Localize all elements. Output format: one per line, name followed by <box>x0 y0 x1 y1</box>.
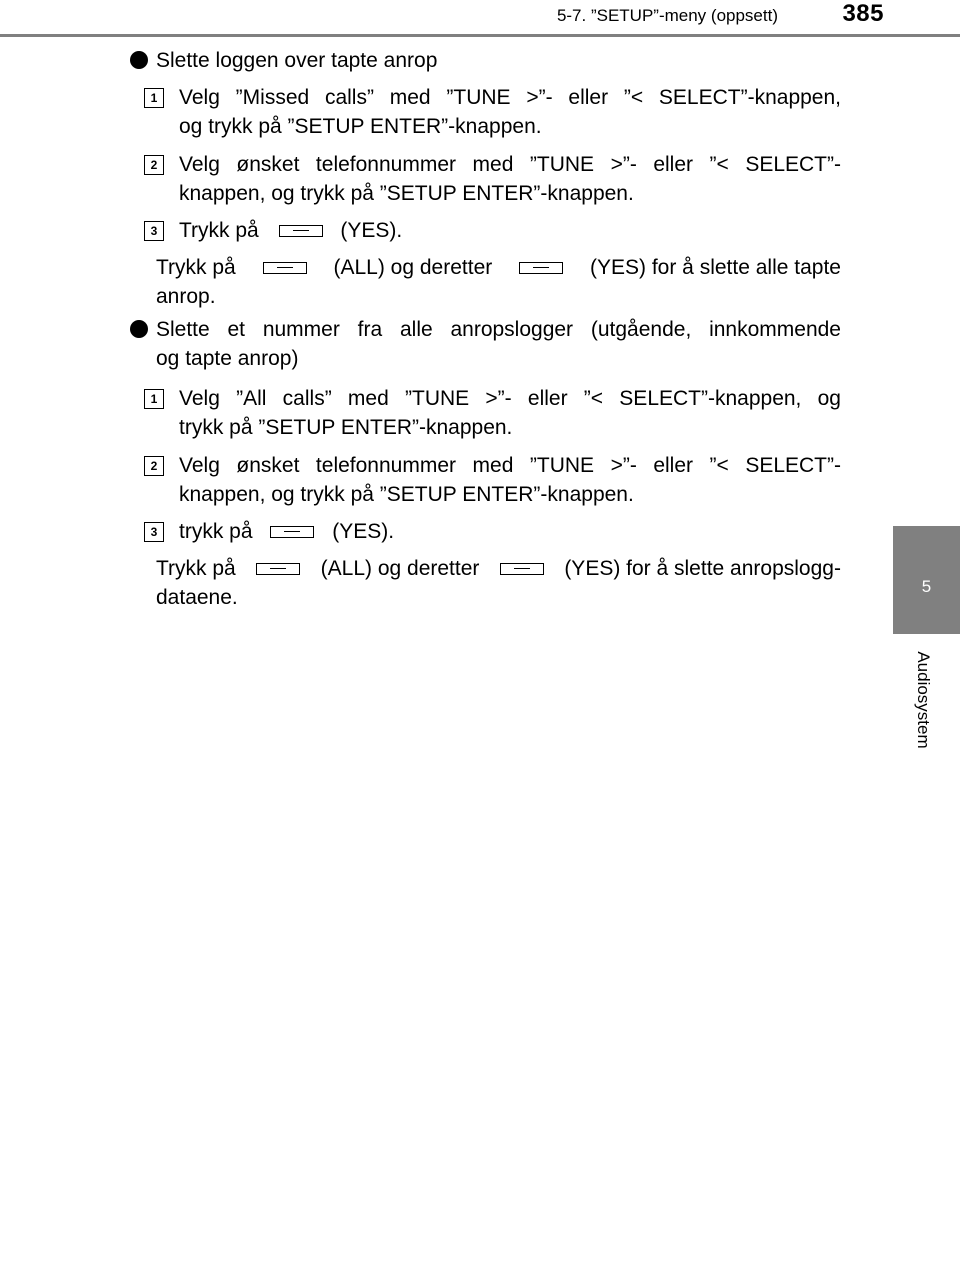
step-number-badge: 3 <box>144 221 164 241</box>
step-text: og trykk på ”SETUP ENTER”-knappen. <box>179 115 542 138</box>
step-text <box>179 216 402 245</box>
chapter-label: Audiosystem <box>914 651 933 749</box>
chapter-tab <box>893 526 960 634</box>
section-heading: og tapte anrop) <box>156 347 299 370</box>
step-text: Velg ”All calls” med ”TUNE >”- eller ”< SELECT”-knappen, og <box>179 387 841 410</box>
steering-switch-button-icon <box>500 561 544 577</box>
note-text: dataene. <box>156 586 238 609</box>
step-number-badge: 1 <box>144 88 164 108</box>
page-number: 385 <box>842 0 884 27</box>
step-number-badge: 1 <box>144 389 164 409</box>
section-heading: Slette loggen over tapte anrop <box>156 49 438 72</box>
step-text-after: (YES). <box>332 520 395 543</box>
step-text: Velg ”Missed calls” med ”TUNE >”- eller ”< SELECT”-knappen, <box>179 86 841 109</box>
note-part: (ALL) og deretter <box>320 557 480 580</box>
steering-switch-button-icon <box>270 524 314 540</box>
step-number-badge: 3 <box>144 522 164 542</box>
bullet-icon <box>130 320 148 338</box>
steering-switch-button-icon <box>263 260 307 276</box>
note-text <box>156 253 841 282</box>
section-title: 5-7. ”SETUP”-meny (oppsett) <box>556 6 778 25</box>
step-text: Velg ønsket telefonnummer med ”TUNE >”- eller ”< SELECT”- <box>179 153 841 176</box>
step-text-before: trykk på <box>179 520 253 543</box>
step-text: knappen, og trykk på ”SETUP ENTER”-knappen. <box>179 182 634 205</box>
steering-switch-button-icon <box>279 223 323 239</box>
step-text-after: (YES). <box>340 219 403 242</box>
bullet-icon <box>130 51 148 69</box>
step-number-badge: 2 <box>144 456 164 476</box>
chapter-number: 5 <box>921 577 932 596</box>
step-text: knappen, og trykk på ”SETUP ENTER”-knappen. <box>179 483 634 506</box>
step-number-badge: 2 <box>144 155 164 175</box>
note-text <box>156 554 841 583</box>
note-part: Trykk på <box>156 256 236 279</box>
steering-switch-button-icon <box>256 561 300 577</box>
note-part: Trykk på <box>156 557 236 580</box>
note-part: (YES) for å slette anropslogg- <box>564 557 841 580</box>
header-rule <box>0 34 960 37</box>
steering-switch-button-icon <box>519 260 563 276</box>
step-text <box>179 517 394 546</box>
step-text: trykk på ”SETUP ENTER”-knappen. <box>179 416 513 439</box>
step-text-before: Trykk på <box>179 219 259 242</box>
note-text: anrop. <box>156 285 216 308</box>
section-heading: Slette et nummer fra alle anropslogger (utgående, innkommende <box>156 318 841 341</box>
note-part: (ALL) og deretter <box>333 256 493 279</box>
note-part: (YES) for å slette alle tapte <box>590 256 841 279</box>
step-text: Velg ønsket telefonnummer med ”TUNE >”- eller ”< SELECT”- <box>179 454 841 477</box>
